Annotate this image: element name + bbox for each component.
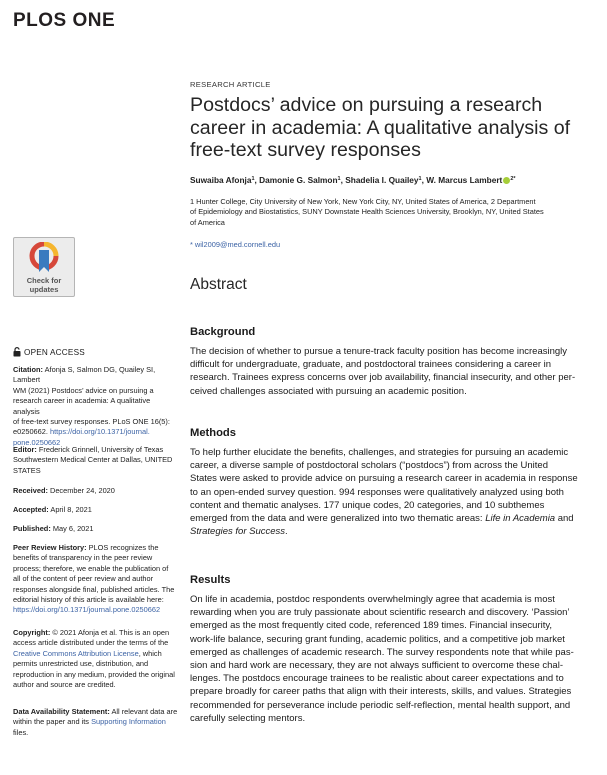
peer-review-line: benefits of transparency in the peer review	[13, 553, 153, 563]
affiliation-line: 1 Hunter College, City University of New York, New York City, NY, United States of America, 2 Department	[190, 197, 536, 206]
title-line: Postdocs’ advice on pursuing a research	[190, 94, 543, 116]
copyright-line: permits unrestricted use, distribution, and	[13, 659, 149, 669]
methods-line: emerged from the data and were generalized into two thematic areas:	[190, 513, 486, 525]
received-label: Received:	[13, 486, 48, 495]
author-name[interactable]: Suwaiba Afonja	[190, 175, 252, 185]
published-date	[13, 524, 178, 534]
author-affil-sup: 1	[337, 176, 341, 182]
corresponding-email[interactable]	[190, 240, 594, 249]
citation-line: research career in academia: A qualitative analysis	[13, 396, 151, 416]
peer-review-line: editorial history of this article is available here:	[13, 595, 164, 605]
data-availability-block	[13, 707, 178, 738]
citation-line: e0250662.	[13, 427, 50, 437]
methods-line: career, a diverse sample of postdoctoral scholars (“postdocs”) from across the United	[190, 460, 548, 472]
author-name[interactable]: Shadelia I. Quailey	[345, 175, 419, 185]
results-line: rewarding when you are truly passionate about scientific research and discovery. ‘Passion’	[190, 607, 570, 619]
methods-heading: Methods	[190, 427, 236, 439]
data-availability-line: within the paper and its	[13, 717, 92, 727]
citation-label: Citation:	[13, 365, 43, 374]
theme-strategies-for-success: Strategies for Success	[190, 526, 286, 538]
peer-review-line: PLOS recognizes the	[88, 543, 159, 552]
citation-line: Afonja S, Salmon DG, Quailey SI, Lambert	[13, 365, 156, 385]
copyright-block	[13, 628, 178, 690]
methods-line: content and thematic analyses. 177 unique codes, 20 categories, and 10 subthemes	[190, 499, 545, 511]
copyright-line: access article distributed under the terms of the	[13, 638, 169, 648]
peer-review-line: process; therefore, we enable the publication of	[13, 563, 169, 573]
methods-paragraph	[190, 446, 594, 538]
data-availability-line: files.	[13, 727, 29, 737]
background-line: difficult for undergraduate, graduate, and postdoctoral trainees considering a career in	[190, 359, 552, 371]
badge-line-1: Check for	[26, 276, 62, 285]
affiliations	[190, 197, 594, 228]
open-access-label	[13, 347, 85, 357]
methods-line: To help further elucidate the benefits, challenges, and strategies for pursuing an academic	[190, 447, 569, 458]
citation-line: of free-text survey responses. PLoS ONE 16(5):	[13, 417, 170, 427]
bookmark-ribbon-icon	[29, 242, 59, 276]
author-affil-sup: 1	[251, 176, 255, 182]
background-heading: Background	[190, 326, 256, 338]
results-line: carefully selecting mentors.	[190, 712, 306, 724]
copyright-line: reproduction in any medium, provided the original	[13, 669, 175, 679]
methods-line: to an open-ended survey question. 994 responses were qualitatively analyzed using both	[190, 486, 564, 498]
email-link[interactable]: * wil2009@med.cornell.edu	[190, 240, 281, 249]
results-line: lenges. The postdocs encourage trainees to be realistic about career expectations and to	[190, 673, 564, 685]
copyright-label: Copyright:	[13, 628, 51, 637]
peer-review-link[interactable]: https://doi.org/10.1371/journal.pone.0250662	[13, 605, 161, 615]
abstract-heading: Abstract	[190, 276, 247, 293]
published-label: Published:	[13, 524, 51, 533]
cc-license-link[interactable]: Creative Commons Attribution License	[13, 648, 139, 658]
methods-line: States were asked to provide advice on pursuing a research career in academia in response	[190, 473, 578, 485]
results-line: emerged as the most frequently cited code, referenced 189 times. Financial insecurity,	[190, 620, 553, 632]
article-title	[190, 94, 594, 162]
results-line: On life in academia, postdoc respondents overwhelmingly agree that academia is most	[190, 594, 555, 605]
editor-label: Editor:	[13, 445, 37, 454]
theme-life-in-academia: Life in Academia	[485, 513, 556, 525]
peer-review-line: all of the content of peer review and author	[13, 574, 154, 584]
author-name[interactable]: Damonie G. Salmon	[259, 175, 338, 185]
background-paragraph	[190, 345, 594, 398]
results-line: recommended for perseverance include periodic self-reflection, mental health support, and	[190, 699, 571, 711]
background-line: research. Trainees express concerns over job availability, financial insecurity, and other per-	[190, 372, 576, 384]
accepted-value: April 8, 2021	[50, 505, 92, 514]
open-access-text: OPEN ACCESS	[24, 347, 85, 357]
methods-line: and	[555, 513, 574, 525]
author-affil-sup: 2*	[510, 176, 516, 182]
results-paragraph	[190, 593, 594, 725]
editor-line: STATES	[13, 465, 41, 475]
editor-line: Southwestern Medical Center at Dallas, UNITED	[13, 455, 173, 465]
copyright-line: © 2021 Afonja et al. This is an open	[52, 628, 170, 637]
copyright-line: author and source are credited.	[13, 680, 116, 690]
affiliation-line: of America	[190, 217, 225, 227]
background-line: The decision of whether to pursue a tenure-track faculty position has become increasingly	[190, 346, 568, 357]
background-line: ceived challenges associated with pursuing an academic position.	[190, 385, 467, 397]
citation-doi-link-cont[interactable]: pone.0250662	[13, 437, 61, 447]
peer-review-label: Peer Review History:	[13, 543, 87, 552]
citation-line: WM (2021) Postdocs’ advice on pursuing a	[13, 385, 154, 395]
article-type: RESEARCH ARTICLE	[190, 80, 271, 89]
sidebar-badge-area	[13, 237, 176, 297]
peer-review-line: responses alongside final, published articles. The	[13, 584, 175, 594]
open-lock-icon	[13, 347, 21, 357]
results-line: work-life balance, securing grant funding, academic politics, and a competitive job market	[190, 633, 565, 645]
published-value: May 6, 2021	[52, 524, 94, 533]
data-availability-line: All relevant data are	[111, 707, 178, 716]
accepted-label: Accepted:	[13, 505, 49, 514]
results-heading: Results	[190, 574, 231, 586]
affiliation-line: of Epidemiology and Biostatistics, SUNY Downstate Health Sciences University, Brooklyn, NY, United States	[190, 207, 544, 217]
plos-one-logo: PLOS ONE	[13, 10, 116, 31]
copyright-line: , which	[138, 648, 162, 658]
peer-review-block	[13, 543, 178, 616]
author-list: Suwaiba Afonja$^1$, Damonie G. Salmon$^1$, Shadelia I. Quailey$^1$, W. Marcus Lambert $^{2*}$	[190, 175, 516, 185]
received-value: December 24, 2020	[49, 486, 115, 495]
data-availability-label: Data Availability Statement:	[13, 707, 110, 716]
badge-line-2: updates	[29, 285, 59, 294]
editor-block	[13, 445, 178, 476]
results-line: prepare broadly for career paths that align with their interests, skills, and values. Strategies	[190, 686, 572, 698]
title-line: career in academia: A qualitative analysis of	[190, 116, 571, 139]
supporting-info-link[interactable]: Supporting Information	[91, 717, 166, 727]
citation-block	[13, 365, 178, 448]
results-line: emerged as challenges of academic research. The survey respondents note that while pas-	[190, 646, 574, 658]
editor-line: Frederick Grinnell, University of Texas	[38, 445, 164, 454]
author-name[interactable]: W. Marcus Lambert	[426, 175, 503, 185]
title-line: free-text survey responses	[190, 139, 421, 161]
accepted-date	[13, 505, 178, 515]
received-date	[13, 486, 178, 496]
methods-line: .	[285, 526, 288, 538]
check-for-updates-badge[interactable]	[13, 237, 75, 297]
results-line: sion and hard work are necessary, they are not always sufficient to overcome these chal-	[190, 660, 563, 672]
citation-doi-link[interactable]: https://doi.org/10.1371/journal.	[50, 427, 150, 437]
author-affil-sup: 1	[418, 176, 422, 182]
